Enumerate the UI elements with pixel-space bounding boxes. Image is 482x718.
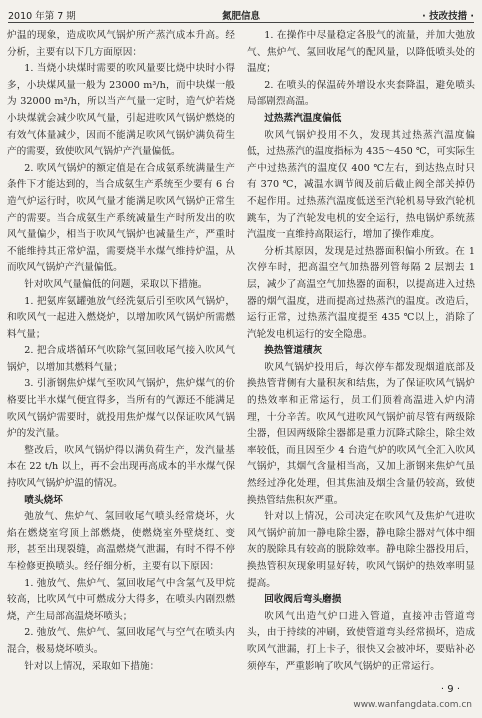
paragraph: 2. 弛放气、焦炉气、氢回收尾气与空气在喷头内混合，极易烧坏喷头。 <box>7 627 235 655</box>
paragraph: 针对以上情况，采取如下措施： <box>24 660 160 672</box>
section-heading: 换热管道積灰 <box>264 345 323 357</box>
section-heading: 过热蒸汽温度偏低 <box>264 112 342 124</box>
paragraph: 1. 在操作中尽量稳定各股气的流量，并加大弛放气、焦炉气、氢回收尾气的配风量，以降低喷头处的温度； <box>247 30 475 75</box>
right-column <box>247 28 475 675</box>
paragraph: 针对吹风气量偏低的问题，采取以下措施。 <box>24 278 208 290</box>
paragraph: 1. 把氨库氨罐弛放气经洗氨后引至吹风气锅炉，和吹风气一起进入燃烧炉，以增加吹风气锅炉所需燃料气量； <box>7 295 235 340</box>
paragraph: 吹风气出造气炉口进入管道，直接冲击管道弯头，由于持续的冲刷，致使管道弯头经常损坏，造成吹风气泄漏，打上卡子，很快又会被冲坏，要贴补必须停车，严重影响了吹风气锅炉的正常运行。 <box>247 610 475 672</box>
paragraph: 分析其原因，发现是过热器面积偏小所致。在 1 次停车时，把高温空气加热器列管每隔 2 层割去 1 层，减少了高温空气加热器的面积，以提高进入过热器的烟气温度，进而提高过热蒸汽的温度。改造后，运行正常，过热蒸汽温度提至 435 ℃以上，消除了汽轮发电机运行的安全隐患。 <box>247 245 475 340</box>
paragraph: 整改后，吹风气锅炉得以满负荷生产，发汽量基本在 22 t/h 以上，再不会出现再高成本的半水煤气保持吹风气锅炉炉温的情况。 <box>7 444 235 490</box>
paragraph: 吹风气锅炉投用不久，发现其过热蒸汽温度偏低，过热蒸汽的温度指标为 435～450 ℃，可实际生产中过热蒸汽的温度仅 400 ℃左右，到达热点时只有 370 ℃，减温水调节阀及前后截止阀全部关掉仍不起作用。过热蒸汽温度低送至汽轮机易导致汽轮机跳车，为了汽轮发电机的安全运行，热电锅炉系统蒸汽温度一直维持高限运行，增加了操作难度。 <box>247 129 475 241</box>
page-number: · 9 · <box>440 684 460 695</box>
issue-label: 2010 年第 7 期 <box>8 11 76 22</box>
journal-title: 氮肥信息 <box>221 11 260 22</box>
paragraph: 3. 引浙钢焦炉煤气至吹风气锅炉，焦炉煤气的价格要比半水煤气便宜得多，当所有的气源还不能满足吹风气锅炉需要时，就投用焦炉煤气以保证吹风气锅炉的发汽量。 <box>7 378 235 440</box>
paragraph: 1. 当烧小块煤时需要的吹风量要比烧中块时小得多，小块煤风量一般为 23000 m³/h，而中块煤一般为 32000 m³/h，所以当产气量一定时，造气炉若烧小块煤就会减少吹风气量，引起进吹风气锅炉燃烧的有效气体量减少，因而不能满足吹风气锅炉满负荷生产的需要，致使吹风气锅炉产汽量偏低。 <box>7 63 235 158</box>
paragraph: 弛放气、焦炉气、氢回收尾气喷头经常烧坏，火焰在燃烧室穹顶上部燃烧，使燃烧室外壁烧红、变形，甚至出现裂缝，高温燃烧气泄漏，有时不得不停车检修更换喷头。经仔细分析，主要有以下原因： <box>7 511 235 572</box>
paragraph: 2. 把合成塔循环气吹除气氢回收尾气接入吹风气锅炉，以增加其燃料气量； <box>7 345 235 373</box>
paragraph: 针对以上情况，公司决定在吹风气及焦炉气进吹风气锅炉前加一静电除尘器，静电除尘器对气体中细灰的脱除具有较高的脱除效率。静电除尘器投用后，换热管积灰现象明显好转，吹风气锅炉的热效率明显提高。 <box>247 511 475 589</box>
paragraph: 炉温的现象，造成吹风气锅炉所产蒸汽成本升高。经分析，主要有以下几方面原因： <box>7 30 235 58</box>
paragraph: 1. 弛放气、焦炉气、氢回收尾气中含氢气及甲烷较高，比吹风气中可燃成分大得多，在喷头内剧烈燃烧，产生局部高温烧坏喷头； <box>7 577 235 622</box>
paragraph: 2. 在喷头的保温砖外增设水夹套降温，避免喷头局部剧烈高温。 <box>247 79 475 108</box>
section-heading: 回收阀后弯头磨损 <box>264 594 342 606</box>
section-label: · 技改技措 · <box>422 11 474 22</box>
running-header <box>8 6 474 22</box>
left-column <box>7 28 235 675</box>
watermark: www.wanfangdata.com.cn <box>353 700 472 710</box>
section-heading: 喷头烧坏 <box>24 494 63 506</box>
paragraph: 2. 吹风气锅炉的额定值是在合成氨系统满量生产条件下才能达到的，当合成氨生产系统至少要有 6 台造气炉运行时，吹风气量才能满足吹风气锅炉正常生产的需要。当合成氨生产系统减量生产时所发出的吹风气量偏少，相当于吹风气锅炉也减量生产，严重时不能维持其正常炉温，需要烧半水煤气维持炉温，从而吹风气锅炉产汽量偏低。 <box>7 162 235 274</box>
paragraph: 吹风气锅炉投用后，每次停车都发现烟道底部及换热管背侧有大量积灰和结焦，为了保证吹风气锅炉的热效率和正常运行，员工们顶着高温进入炉内清理，十分辛苦。吹风气进吹风气锅炉前尽管有两级除尘器，但因两级除尘器都是重力沉降式除尘，除尘效率较低，而且因至少 4 台造气炉的吹风气全汇入吹风气锅炉，其烟气含量相当高，又加上浙钢来焦炉气虽然经过净化处理，但其焦油及烟尘含量仍较高，致使换热管结焦积灰严重。 <box>247 361 475 506</box>
header-rule <box>8 22 474 23</box>
